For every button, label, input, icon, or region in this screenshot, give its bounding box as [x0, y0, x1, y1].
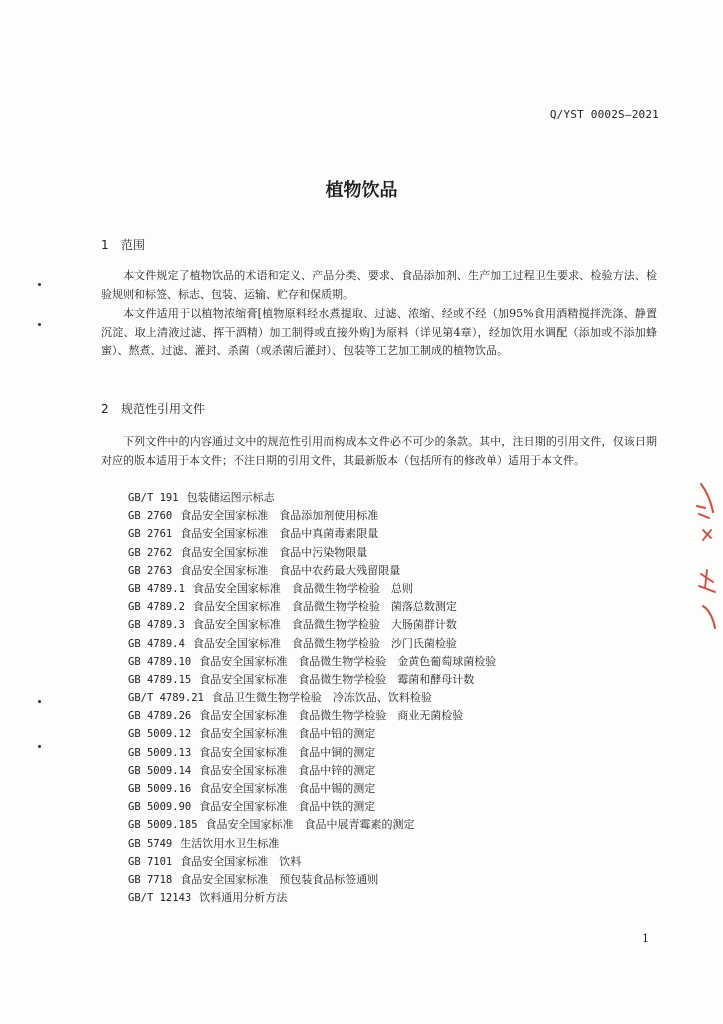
section-heading-scope — [101, 236, 145, 253]
reference-code: GB 2762 — [128, 546, 173, 559]
reference-item — [128, 744, 496, 762]
seal-stroke — [697, 506, 709, 518]
reference-title: 饮料通用分析方法 — [199, 891, 288, 905]
reference-item — [128, 835, 496, 853]
reference-code: GB 7718 — [128, 873, 173, 886]
seal-stroke — [703, 606, 715, 628]
reference-title: 食品安全国家标准 食品中铁的测定 — [199, 800, 376, 814]
page-number: 1 — [642, 932, 649, 945]
reference-title: 食品安全国家标准 食品中真菌毒素限量 — [180, 527, 379, 541]
reference-item — [128, 653, 496, 671]
binder-mark — [38, 323, 41, 326]
reference-item — [128, 780, 496, 798]
scope-paragraph-2: 本文件适用于以植物浓缩膏[植物原料经水煮提取、过滤、浓缩、经或不经（加95%食用酒精搅拌洗涤、静置沉淀、取上清液过滤、挥干酒精）加工制得或直接外购]为原料（详见第4章），经加饮用水调配（添加或不添加蜂蜜）、熬煮、过滤、灌封、杀菌（或杀菌后灌封）、包装等工艺加工制成的植物饮品。 — [101, 307, 657, 357]
binder-mark — [38, 745, 41, 748]
reference-item — [128, 507, 496, 525]
section-title: 规范性引用文件 — [121, 402, 206, 416]
section-number: 2 — [101, 402, 109, 416]
reference-title: 食品卫生微生物学检验 冷冻饮品、饮料检验 — [211, 691, 432, 705]
reference-code: GB 4789.2 — [128, 601, 185, 614]
reference-item — [128, 853, 496, 871]
reference-title: 食品安全国家标准 食品微生物学检验 金黄色葡萄球菌检验 — [199, 654, 497, 668]
document-title: 植物饮品 — [325, 180, 398, 201]
section-number: 1 — [101, 238, 109, 252]
seal-stroke — [699, 570, 715, 592]
reference-item — [128, 489, 496, 507]
reference-title: 食品安全国家标准 食品中锡的测定 — [199, 782, 376, 795]
reference-title: 食品安全国家标准 食品微生物学检验 霉菌和酵母计数 — [199, 672, 475, 686]
reference-code: GB 4789.1 — [128, 582, 185, 595]
reference-item — [128, 889, 496, 907]
reference-title: 食品安全国家标准 食品中农药最大残留限量 — [180, 563, 401, 577]
reference-item — [128, 798, 496, 816]
reference-title: 食品安全国家标准 饮料 — [180, 854, 302, 868]
reference-item — [128, 816, 496, 834]
reference-code: GB/T 4789.21 — [128, 692, 204, 705]
reference-title: 食品安全国家标准 食品微生物学检验 沙门氏菌检验 — [192, 636, 457, 650]
section-title: 范围 — [121, 238, 146, 252]
reference-code: GB 4789.15 — [128, 673, 192, 686]
reference-item — [128, 871, 496, 889]
reference-item — [128, 725, 496, 743]
binder-mark — [38, 700, 41, 703]
seal-stroke — [703, 530, 711, 540]
reference-item — [128, 671, 496, 689]
reference-title: 食品安全国家标准 食品中污染物限量 — [180, 545, 368, 559]
reference-code: GB 2763 — [128, 564, 173, 577]
reference-item — [128, 689, 496, 707]
reference-title: 食品安全国家标准 食品中锌的测定 — [199, 763, 376, 777]
reference-title: 食品安全国家标准 食品微生物学检验 总则 — [192, 581, 413, 595]
reference-code: GB 5009.12 — [128, 728, 192, 741]
reference-item — [128, 544, 496, 562]
reference-item — [128, 616, 496, 634]
reference-title: 食品安全国家标准 食品中铅的测定 — [199, 727, 376, 741]
reference-title: 食品安全国家标准 食品微生物学检验 商业无菌检验 — [199, 709, 464, 723]
reference-code: GB 4789.3 — [128, 619, 185, 632]
reference-code: GB 4789.4 — [128, 637, 185, 650]
reference-item — [128, 562, 496, 580]
reference-code: GB 2761 — [128, 528, 173, 541]
reference-code: GB/T 12143 — [128, 892, 192, 905]
reference-title: 生活饮用水卫生标准 — [180, 836, 280, 850]
reference-code: GB 4789.26 — [128, 710, 192, 723]
reference-code: GB 5009.90 — [128, 801, 192, 814]
reference-title: 食品安全国家标准 食品中铜的测定 — [199, 745, 376, 759]
reference-code: GB 2760 — [128, 510, 173, 523]
reference-list — [128, 489, 496, 907]
reference-title: 食品安全国家标准 预包装食品标签通则 — [180, 872, 379, 886]
reference-code: GB 4789.10 — [128, 655, 192, 668]
reference-title: 食品安全国家标准 食品微生物学检验 大肠菌群计数 — [192, 618, 457, 632]
reference-title: 食品安全国家标准 食品微生物学检验 菌落总数测定 — [192, 600, 457, 614]
reference-item — [128, 635, 496, 653]
binder-mark — [38, 283, 41, 286]
seal-stamp-fragment — [691, 478, 719, 638]
reference-title: 包装储运图示标志 — [186, 491, 275, 504]
reference-item — [128, 598, 496, 616]
document-code: Q/YST 0002S—2021 — [549, 108, 659, 121]
reference-code: GB 5009.185 — [128, 819, 198, 832]
reference-item — [128, 525, 496, 543]
reference-code: GB/T 191 — [128, 492, 179, 504]
reference-code: GB 7101 — [128, 855, 173, 868]
reference-item — [128, 762, 496, 780]
reference-item — [128, 580, 496, 598]
reference-title: 食品安全国家标准 食品中展青霉素的测定 — [205, 818, 415, 832]
scope-paragraph-1: 本文件规定了植物饮品的术语和定义、产品分类、要求、食品添加剂、生产加工过程卫生要求、检验方法、检验规则和标签、标志、包装、运输、贮存和保质期。 — [101, 269, 657, 301]
reference-code: GB 5009.14 — [128, 764, 192, 777]
section-heading-normative-references — [101, 400, 205, 417]
reference-code: GB 5009.13 — [128, 746, 192, 759]
reference-code: GB 5009.16 — [128, 783, 192, 795]
references-intro-paragraph: 下列文件中的内容通过文中的规范性引用而构成本文件必不可少的条款。其中，注日期的引用文件，仅该日期对应的版本适用于本文件；不注日期的引用文件，其最新版本（包括所有的修改单）适用于本文件。 — [101, 435, 657, 467]
reference-item — [128, 707, 496, 725]
reference-code: GB 5749 — [128, 837, 173, 850]
reference-title: 食品安全国家标准 食品添加剂使用标准 — [180, 509, 379, 523]
